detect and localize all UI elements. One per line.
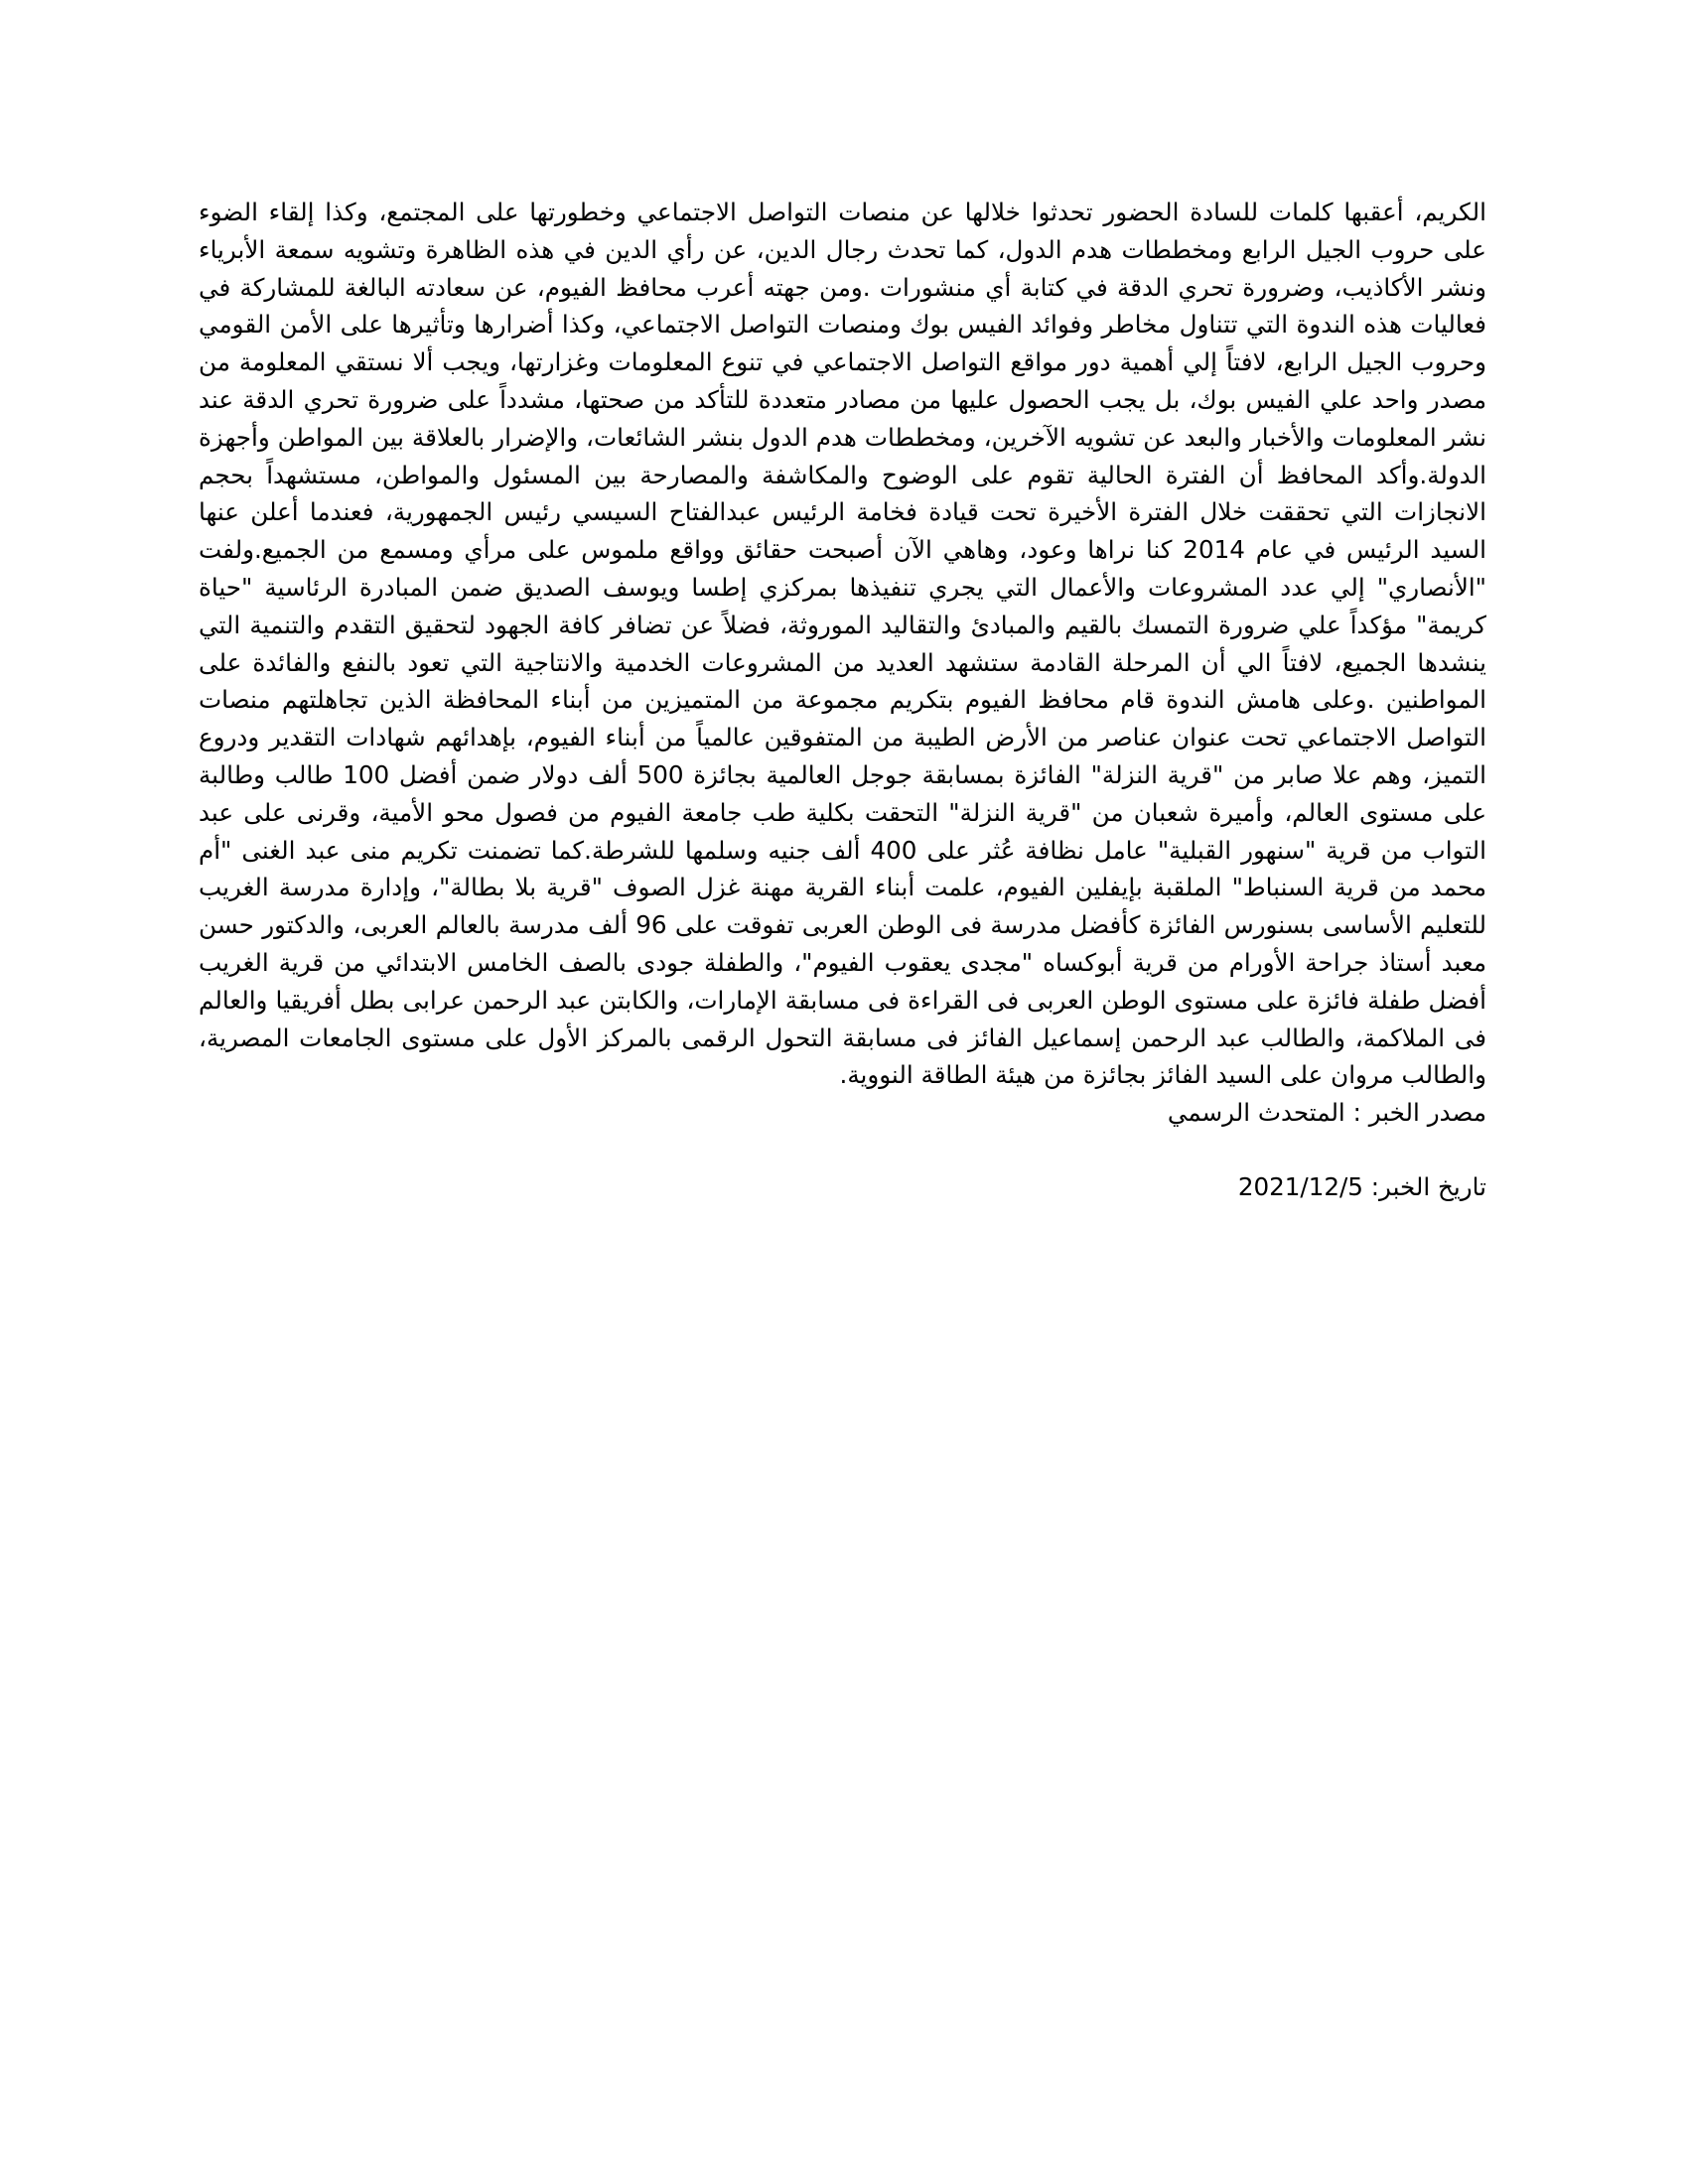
article-body: الكريم، أعقبها كلمات للسادة الحضور تحدثوا خلالها عن منصات التواصل الاجتماعي وخطورتها على المجتمع، وكذا إلقاء الضوء على حروب الجيل الرابع ومخططات هدم الدول، كما تحدث رجال الدين، عن رأي الدين في هذه الظاهرة وتشويه سمعة الأبرياء ونشر الأكاذيب، وضرورة تحري الدقة في كتابة أي منشورات .ومن جهته أعرب محافظ الفيوم، عن سعادته البالغة للمشاركة في فعاليات هذه الندوة التي تتناول مخاطر وفوائد الفيس بوك ومنصات التواصل الاجتماعي، وكذا أضرارها وتأثيرها على الأمن القومي وحروب الجيل الرابع، لافتاً إلي أهمية دور مواقع التواصل الاجتماعي في تنوع المعلومات وغزارتها، ويجب ألا نستقي المعلومة من مصدر واحد علي الفيس بوك، بل يجب الحصول عليها من مصادر متعددة للتأكد من صحتها، مشدداً على ضرورة تحري الدقة عند نشر المعلومات والأخبار والبعد عن تشويه الآخرين، ومخططات هدم الدول بنشر الشائعات، والإضرار بالعلاقة بين المواطن وأجهزة الدولة.وأكد المحافظ أن الفترة الحالية تقوم على الوضوح والمكاشفة والمصارحة بين المسئول والمواطن، مستشهداً بحجم الانجازات التي تحققت خلال الفترة الأخيرة تحت قيادة فخامة الرئيس عبدالفتاح السيسي رئيس الجمهورية، فعندما أعلن عنها السيد الرئيس في عام 2014 كنا نراها وعود، وهاهي الآن أصبحت حقائق وواقع ملموس على مرأي ومسمع من الجميع.ولفت "الأنصاري" إلي عدد المشروعات والأعمال التي يجري تنفيذها بمركزي إطسا ويوسف الصديق ضمن المبادرة الرئاسية "حياة كريمة" مؤكداً علي ضرورة التمسك بالقيم والمبادئ والتقاليد الموروثة، فضلاً عن تضافر كافة الجهود لتحقيق التقدم والتنمية التي ينشدها الجميع، لافتاً الي أن المرحلة القادمة ستشهد العديد من المشروعات الخدمية والانتاجية التي تعود بالنفع والفائدة على المواطنين .وعلى هامش الندوة قام محافظ الفيوم بتكريم مجموعة من المتميزين من أبناء المحافظة الذين تجاهلتهم منصات التواصل الاجتماعي تحت عنوان عناصر من الأرض الطيبة من المتفوقين عالمياً من أبناء الفيوم، بإهدائهم شهادات التقدير ودروع التميز، وهم علا صابر من "قرية النزلة" الفائزة بمسابقة جوجل العالمية بجائزة 500 ألف دولار ضمن أفضل 100 طالب وطالبة على مستوى العالم، وأميرة شعبان من "قرية النزلة" التحقت بكلية طب جامعة الفيوم من فصول محو الأمية، وقرنى على عبد التواب من قرية "سنهور القبلية" عامل نظافة عُثر على 400 ألف جنيه وسلمها للشرطة.كما تضمنت تكريم منى عبد الغنى "أم محمد من قرية السنباط" الملقبة بإيفلين الفيوم، علمت أبناء القرية مهنة غزل الصوف "قرية بلا بطالة"، وإدارة مدرسة الغريب للتعليم الأساسى بسنورس الفائزة كأفضل مدرسة فى الوطن العربى تفوقت على 96 ألف مدرسة بالعالم العربى، والدكتور حسن معبد أستاذ جراحة الأورام من قرية أبوكساه "مجدى يعقوب الفيوم"، والطفلة جودى بالصف الخامس الابتدائي من قرية الغريب أفضل طفلة فائزة على مستوى الوطن العربى فى القراءة فى مسابقة الإمارات، والكابتن عبد الرحمن عرابى بطل أفريقيا والعالم فى الملاكمة، والطالب عبد الرحمن إسماعيل الفائز فى مسابقة التحول الرقمى بالمركز الأول على مستوى الجامعات المصرية، والطالب مروان على السيد الفائز بجائزة من هيئة الطاقة النووية. xyxy=(199,198,1487,1090)
news-source: مصدر الخبر : المتحدث الرسمي xyxy=(1167,1098,1486,1128)
news-date: تاريخ الخبر: 2021/12/5 xyxy=(1237,1171,1486,1201)
article-content xyxy=(199,194,1486,1206)
